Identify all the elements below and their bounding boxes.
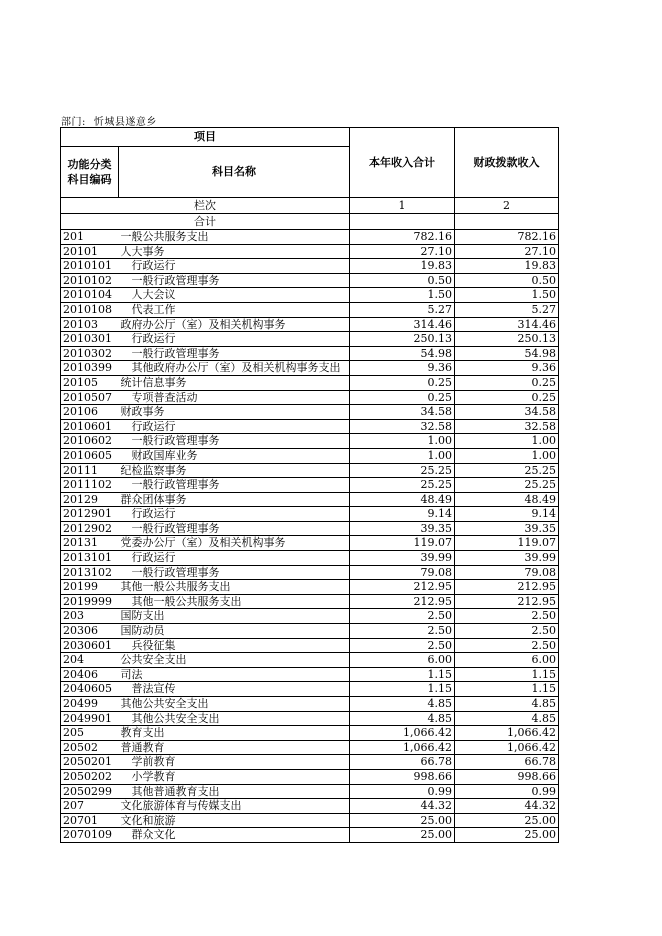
row-fiscal: 27.10 <box>455 244 559 259</box>
row-code: 2049901 <box>61 711 119 726</box>
row-fiscal: 1,066.42 <box>455 740 559 755</box>
column-header-fiscal: 财政拨款收入 <box>455 128 559 198</box>
row-name: 教育支出 <box>119 726 350 741</box>
row-code: 2050202 <box>61 769 119 784</box>
row-name: 普通教育 <box>119 740 350 755</box>
row-fiscal: 782.16 <box>455 230 559 245</box>
table-row <box>61 682 559 697</box>
row-total: 782.16 <box>350 230 455 245</box>
row-fiscal: 39.35 <box>455 521 559 536</box>
table-row <box>61 302 559 317</box>
table-row <box>61 653 559 668</box>
row-fiscal: 0.99 <box>455 784 559 799</box>
table-row <box>61 551 559 566</box>
row-total: 25.00 <box>350 828 455 843</box>
row-total: 998.66 <box>350 769 455 784</box>
row-name: 其他政府办公厅（室）及相关机构事务支出 <box>119 361 350 376</box>
row-name: 普法宣传 <box>119 682 350 697</box>
table-row <box>61 390 559 405</box>
row-code: 2010102 <box>61 273 119 288</box>
row-code: 2030601 <box>61 638 119 653</box>
row-total: 32.58 <box>350 419 455 434</box>
table-row <box>61 434 559 449</box>
department-label: 部门: <box>61 117 86 128</box>
row-code: 2050299 <box>61 784 119 799</box>
row-fiscal: 0.50 <box>455 273 559 288</box>
row-name: 司法 <box>119 667 350 682</box>
row-name: 国防动员 <box>119 624 350 639</box>
budget-table <box>60 127 559 843</box>
table-row <box>61 507 559 522</box>
row-fiscal: 4.85 <box>455 697 559 712</box>
table-row <box>61 609 559 624</box>
row-code: 2019999 <box>61 594 119 609</box>
row-total: 212.95 <box>350 594 455 609</box>
row-code: 20111 <box>61 463 119 478</box>
row-code: 203 <box>61 609 119 624</box>
row-name: 文化和旅游 <box>119 813 350 828</box>
row-fiscal: 9.36 <box>455 361 559 376</box>
row-name: 财政事务 <box>119 405 350 420</box>
row-fiscal: 25.25 <box>455 478 559 493</box>
row-total: 1.50 <box>350 288 455 303</box>
row-total: 5.27 <box>350 302 455 317</box>
row-code: 20105 <box>61 375 119 390</box>
row-total: 4.85 <box>350 697 455 712</box>
row-total: 0.25 <box>350 375 455 390</box>
table-row <box>61 288 559 303</box>
row-code: 2010301 <box>61 332 119 347</box>
row-name: 一般行政管理事务 <box>119 521 350 536</box>
row-code: 2010101 <box>61 259 119 274</box>
row-fiscal: 2.50 <box>455 609 559 624</box>
row-name: 国防支出 <box>119 609 350 624</box>
row-code: 20199 <box>61 580 119 595</box>
row-fiscal: 1.15 <box>455 667 559 682</box>
row-code: 2013102 <box>61 565 119 580</box>
row-name: 群众团体事务 <box>119 492 350 507</box>
table-row <box>61 755 559 770</box>
table-row <box>61 463 559 478</box>
row-name: 行政运行 <box>119 259 350 274</box>
row-code: 20101 <box>61 244 119 259</box>
row-code: 20103 <box>61 317 119 332</box>
row-code: 2012902 <box>61 521 119 536</box>
row-total: 39.35 <box>350 521 455 536</box>
row-name: 一般行政管理事务 <box>119 346 350 361</box>
row-total: 79.08 <box>350 565 455 580</box>
row-name: 其他一般公共服务支出 <box>119 594 350 609</box>
row-fiscal: 25.00 <box>455 828 559 843</box>
row-total: 119.07 <box>350 536 455 551</box>
row-name: 行政运行 <box>119 419 350 434</box>
department-line <box>61 113 165 128</box>
row-code: 2010601 <box>61 419 119 434</box>
table-row <box>61 667 559 682</box>
row-total: 1.15 <box>350 667 455 682</box>
row-fiscal: 6.00 <box>455 653 559 668</box>
row-code: 20306 <box>61 624 119 639</box>
row-name: 一般行政管理事务 <box>119 565 350 580</box>
row-code: 20502 <box>61 740 119 755</box>
sum-label: 合计 <box>61 214 350 230</box>
row-code: 2050201 <box>61 755 119 770</box>
row-code: 2013101 <box>61 551 119 566</box>
row-fiscal: 212.95 <box>455 594 559 609</box>
row-total: 2.50 <box>350 624 455 639</box>
row-fiscal: 212.95 <box>455 580 559 595</box>
row-name: 文化旅游体育与传媒支出 <box>119 799 350 814</box>
row-fiscal: 4.85 <box>455 711 559 726</box>
row-total: 2.50 <box>350 609 455 624</box>
table-row <box>61 230 559 245</box>
row-fiscal: 2.50 <box>455 638 559 653</box>
row-code: 20499 <box>61 697 119 712</box>
column-header-total: 本年收入合计 <box>350 128 455 198</box>
column-index-1: 1 <box>350 198 455 214</box>
row-total: 27.10 <box>350 244 455 259</box>
table-row <box>61 594 559 609</box>
row-fiscal: 79.08 <box>455 565 559 580</box>
row-code: 20406 <box>61 667 119 682</box>
row-name: 一般行政管理事务 <box>119 478 350 493</box>
row-total: 48.49 <box>350 492 455 507</box>
row-total: 25.25 <box>350 478 455 493</box>
table-row <box>61 799 559 814</box>
row-total: 19.83 <box>350 259 455 274</box>
row-name: 一般行政管理事务 <box>119 273 350 288</box>
sum-fiscal-cell <box>455 214 559 230</box>
row-fiscal: 44.32 <box>455 799 559 814</box>
row-code: 2010507 <box>61 390 119 405</box>
row-fiscal: 119.07 <box>455 536 559 551</box>
table-row <box>61 624 559 639</box>
row-code: 2012901 <box>61 507 119 522</box>
row-name: 人大事务 <box>119 244 350 259</box>
row-code: 204 <box>61 653 119 668</box>
table-row <box>61 332 559 347</box>
row-fiscal: 39.99 <box>455 551 559 566</box>
row-code: 20701 <box>61 813 119 828</box>
row-total: 0.25 <box>350 390 455 405</box>
row-name: 政府办公厅（室）及相关机构事务 <box>119 317 350 332</box>
column-index-label: 栏次 <box>61 198 350 214</box>
table-row <box>61 726 559 741</box>
table-row <box>61 769 559 784</box>
row-name: 财政国库业务 <box>119 448 350 463</box>
row-code: 2010602 <box>61 434 119 449</box>
row-fiscal: 19.83 <box>455 259 559 274</box>
row-fiscal: 314.46 <box>455 317 559 332</box>
row-total: 1.00 <box>350 448 455 463</box>
row-code: 2040605 <box>61 682 119 697</box>
row-total: 39.99 <box>350 551 455 566</box>
row-name: 纪检监察事务 <box>119 463 350 478</box>
row-fiscal: 48.49 <box>455 492 559 507</box>
row-total: 25.00 <box>350 813 455 828</box>
row-code: 2010108 <box>61 302 119 317</box>
row-total: 1.00 <box>350 434 455 449</box>
table-row <box>61 273 559 288</box>
table-row <box>61 375 559 390</box>
row-total: 34.58 <box>350 405 455 420</box>
department-name: 忻城县遂意乡 <box>93 117 157 128</box>
row-fiscal: 32.58 <box>455 419 559 434</box>
table-row <box>61 478 559 493</box>
row-code: 2010104 <box>61 288 119 303</box>
table-row <box>61 784 559 799</box>
row-code: 2010399 <box>61 361 119 376</box>
row-name: 公共安全支出 <box>119 653 350 668</box>
row-name: 一般行政管理事务 <box>119 434 350 449</box>
table-row <box>61 580 559 595</box>
row-code: 20129 <box>61 492 119 507</box>
row-total: 66.78 <box>350 755 455 770</box>
table-row <box>61 492 559 507</box>
row-name: 小学教育 <box>119 769 350 784</box>
row-total: 250.13 <box>350 332 455 347</box>
row-name: 学前教育 <box>119 755 350 770</box>
row-fiscal: 5.27 <box>455 302 559 317</box>
row-total: 0.50 <box>350 273 455 288</box>
row-total: 54.98 <box>350 346 455 361</box>
table-row <box>61 259 559 274</box>
row-total: 9.36 <box>350 361 455 376</box>
row-code: 20131 <box>61 536 119 551</box>
row-name: 专项普查活动 <box>119 390 350 405</box>
row-total: 0.99 <box>350 784 455 799</box>
row-total: 6.00 <box>350 653 455 668</box>
row-fiscal: 9.14 <box>455 507 559 522</box>
table-row <box>61 448 559 463</box>
table-row <box>61 405 559 420</box>
table-row <box>61 244 559 259</box>
table-row <box>61 521 559 536</box>
row-fiscal: 250.13 <box>455 332 559 347</box>
table-row <box>61 419 559 434</box>
table-row <box>61 638 559 653</box>
table-row <box>61 697 559 712</box>
row-name: 其他普通教育支出 <box>119 784 350 799</box>
row-name: 行政运行 <box>119 551 350 566</box>
row-total: 314.46 <box>350 317 455 332</box>
table-row <box>61 346 559 361</box>
row-fiscal: 66.78 <box>455 755 559 770</box>
row-code: 2010605 <box>61 448 119 463</box>
row-name: 代表工作 <box>119 302 350 317</box>
row-name: 其他一般公共服务支出 <box>119 580 350 595</box>
row-total: 212.95 <box>350 580 455 595</box>
table-row <box>61 813 559 828</box>
row-fiscal: 1.50 <box>455 288 559 303</box>
row-name: 兵役征集 <box>119 638 350 653</box>
row-total: 1,066.42 <box>350 740 455 755</box>
row-total: 1,066.42 <box>350 726 455 741</box>
table-row <box>61 828 559 843</box>
row-name: 统计信息事务 <box>119 375 350 390</box>
table-row <box>61 740 559 755</box>
column-group-header: 项目 <box>61 128 350 147</box>
table-row <box>61 565 559 580</box>
row-fiscal: 2.50 <box>455 624 559 639</box>
table-row <box>61 536 559 551</box>
row-name: 其他公共安全支出 <box>119 697 350 712</box>
row-fiscal: 1.00 <box>455 434 559 449</box>
row-name: 行政运行 <box>119 507 350 522</box>
row-name: 党委办公厅（室）及相关机构事务 <box>119 536 350 551</box>
row-fiscal: 1.00 <box>455 448 559 463</box>
row-fiscal: 25.25 <box>455 463 559 478</box>
row-code: 2011102 <box>61 478 119 493</box>
row-total: 9.14 <box>350 507 455 522</box>
row-fiscal: 0.25 <box>455 375 559 390</box>
table-row <box>61 711 559 726</box>
sum-total-cell <box>350 214 455 230</box>
row-total: 25.25 <box>350 463 455 478</box>
row-name: 群众文化 <box>119 828 350 843</box>
row-name: 其他公共安全支出 <box>119 711 350 726</box>
row-total: 4.85 <box>350 711 455 726</box>
row-name: 一般公共服务支出 <box>119 230 350 245</box>
row-fiscal: 1.15 <box>455 682 559 697</box>
row-code: 205 <box>61 726 119 741</box>
table-row <box>61 317 559 332</box>
row-code: 2070109 <box>61 828 119 843</box>
row-name: 行政运行 <box>119 332 350 347</box>
column-header-name: 科目名称 <box>119 147 350 198</box>
column-header-code: 功能分类科目编码 <box>61 147 119 198</box>
row-fiscal: 998.66 <box>455 769 559 784</box>
row-code: 20106 <box>61 405 119 420</box>
row-name: 人大会议 <box>119 288 350 303</box>
row-fiscal: 25.00 <box>455 813 559 828</box>
row-fiscal: 1,066.42 <box>455 726 559 741</box>
column-index-2: 2 <box>455 198 559 214</box>
table-row <box>61 361 559 376</box>
row-total: 1.15 <box>350 682 455 697</box>
row-code: 201 <box>61 230 119 245</box>
row-fiscal: 34.58 <box>455 405 559 420</box>
row-code: 207 <box>61 799 119 814</box>
row-total: 44.32 <box>350 799 455 814</box>
row-fiscal: 54.98 <box>455 346 559 361</box>
row-code: 2010302 <box>61 346 119 361</box>
row-total: 2.50 <box>350 638 455 653</box>
row-fiscal: 0.25 <box>455 390 559 405</box>
